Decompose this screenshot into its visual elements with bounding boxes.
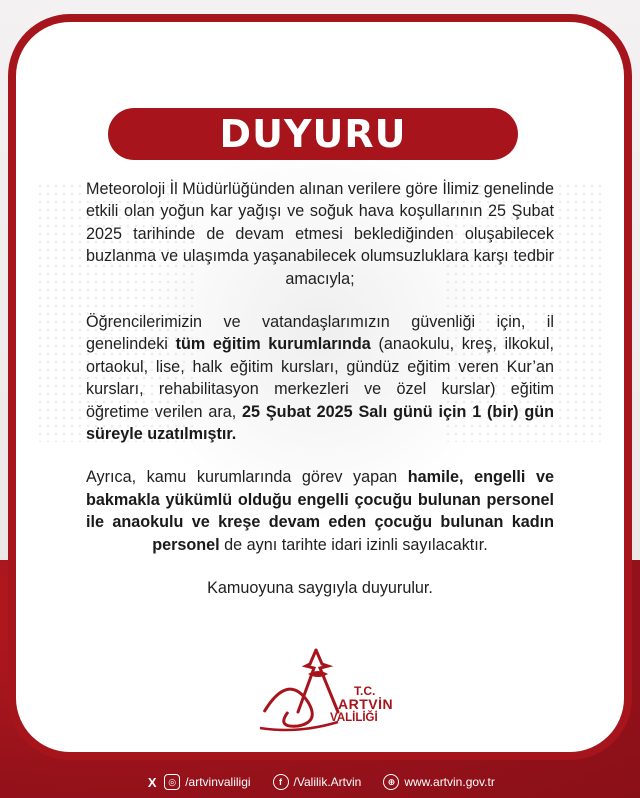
footer-website-url: www.artvin.gov.tr [404,775,495,789]
paragraph-3-text-2: de aynı tarihte idari izinli sayılacaktır. [219,535,488,554]
logo-artvin-text: ARTVİN [338,696,394,712]
x-icon: X [147,774,157,790]
paragraph-2-text: Öğrencilerimizin ve vatandaşlarımızın güvenliği için, il genelindeki [86,313,554,354]
paragraph-3-bold-personnel: hamile, engelli ve bakmakla yükümlü olduğu engelli çocuğu bulunan personel ile anaokulu ve kreşe devam eden çocuğu bulunan kadın personel [86,468,554,554]
paragraph-1: Meteoroloji İl Müdürlüğünden alınan verilere göre İlimiz genelinde etkili olan yoğun kar yağışı ve soğuk hava koşullarının 25 Şubat 2025 tarihinde de devam etmesi beklediğinden oluşabilecek buzlanma ve ulaşımda yaşanabilecek olumsuzluklara karşı tedbir amacıyla; [86,180,554,288]
page-title: DUYURU [219,112,407,156]
instagram-icon: ◎ [164,774,180,790]
footer-social-handle: /artvinvaliligi [185,775,251,789]
paragraph-3 [86,466,554,556]
footer-facebook[interactable] [273,774,362,790]
globe-icon: ⊕ [383,774,399,790]
paragraph-4-closing: Kamuoyuna saygıyla duyurulur. [207,579,433,598]
facebook-icon: f [273,774,289,790]
logo-emblem-icon [258,642,398,742]
footer-facebook-handle: /Valilik.Artvin [293,775,362,789]
logo-valiligi-text: VALİLİĞİ [330,712,378,724]
paragraph-2-text-2: (anaokulu, kreş, ilkokul, ortaokul, lise, halk eğitim kursları, gündüz eğitim veren Kur’an kursları, rehabilitasyon merkezleri ve özel kurslar) eğitim öğretime verilen ara, [86,335,554,421]
announcement-body [86,178,554,621]
logo-tc-text: T.C. [354,684,376,698]
paragraph-3-text: Ayrıca, kamu kurumlarında görev yapan [86,468,408,487]
title-banner [108,108,518,160]
footer-website[interactable] [383,774,494,790]
paragraph-2-bold-date: 25 Şubat 2025 Salı günü için 1 (bir) gün süreyle uzatılmıştır. [86,402,554,444]
footer-social[interactable] [145,774,250,790]
artvin-valiligi-logo [258,642,398,742]
paragraph-2 [86,311,554,445]
paragraph-2-bold-institutions: tüm eğitim kurumlarında [175,335,371,354]
footer-links [0,770,640,794]
